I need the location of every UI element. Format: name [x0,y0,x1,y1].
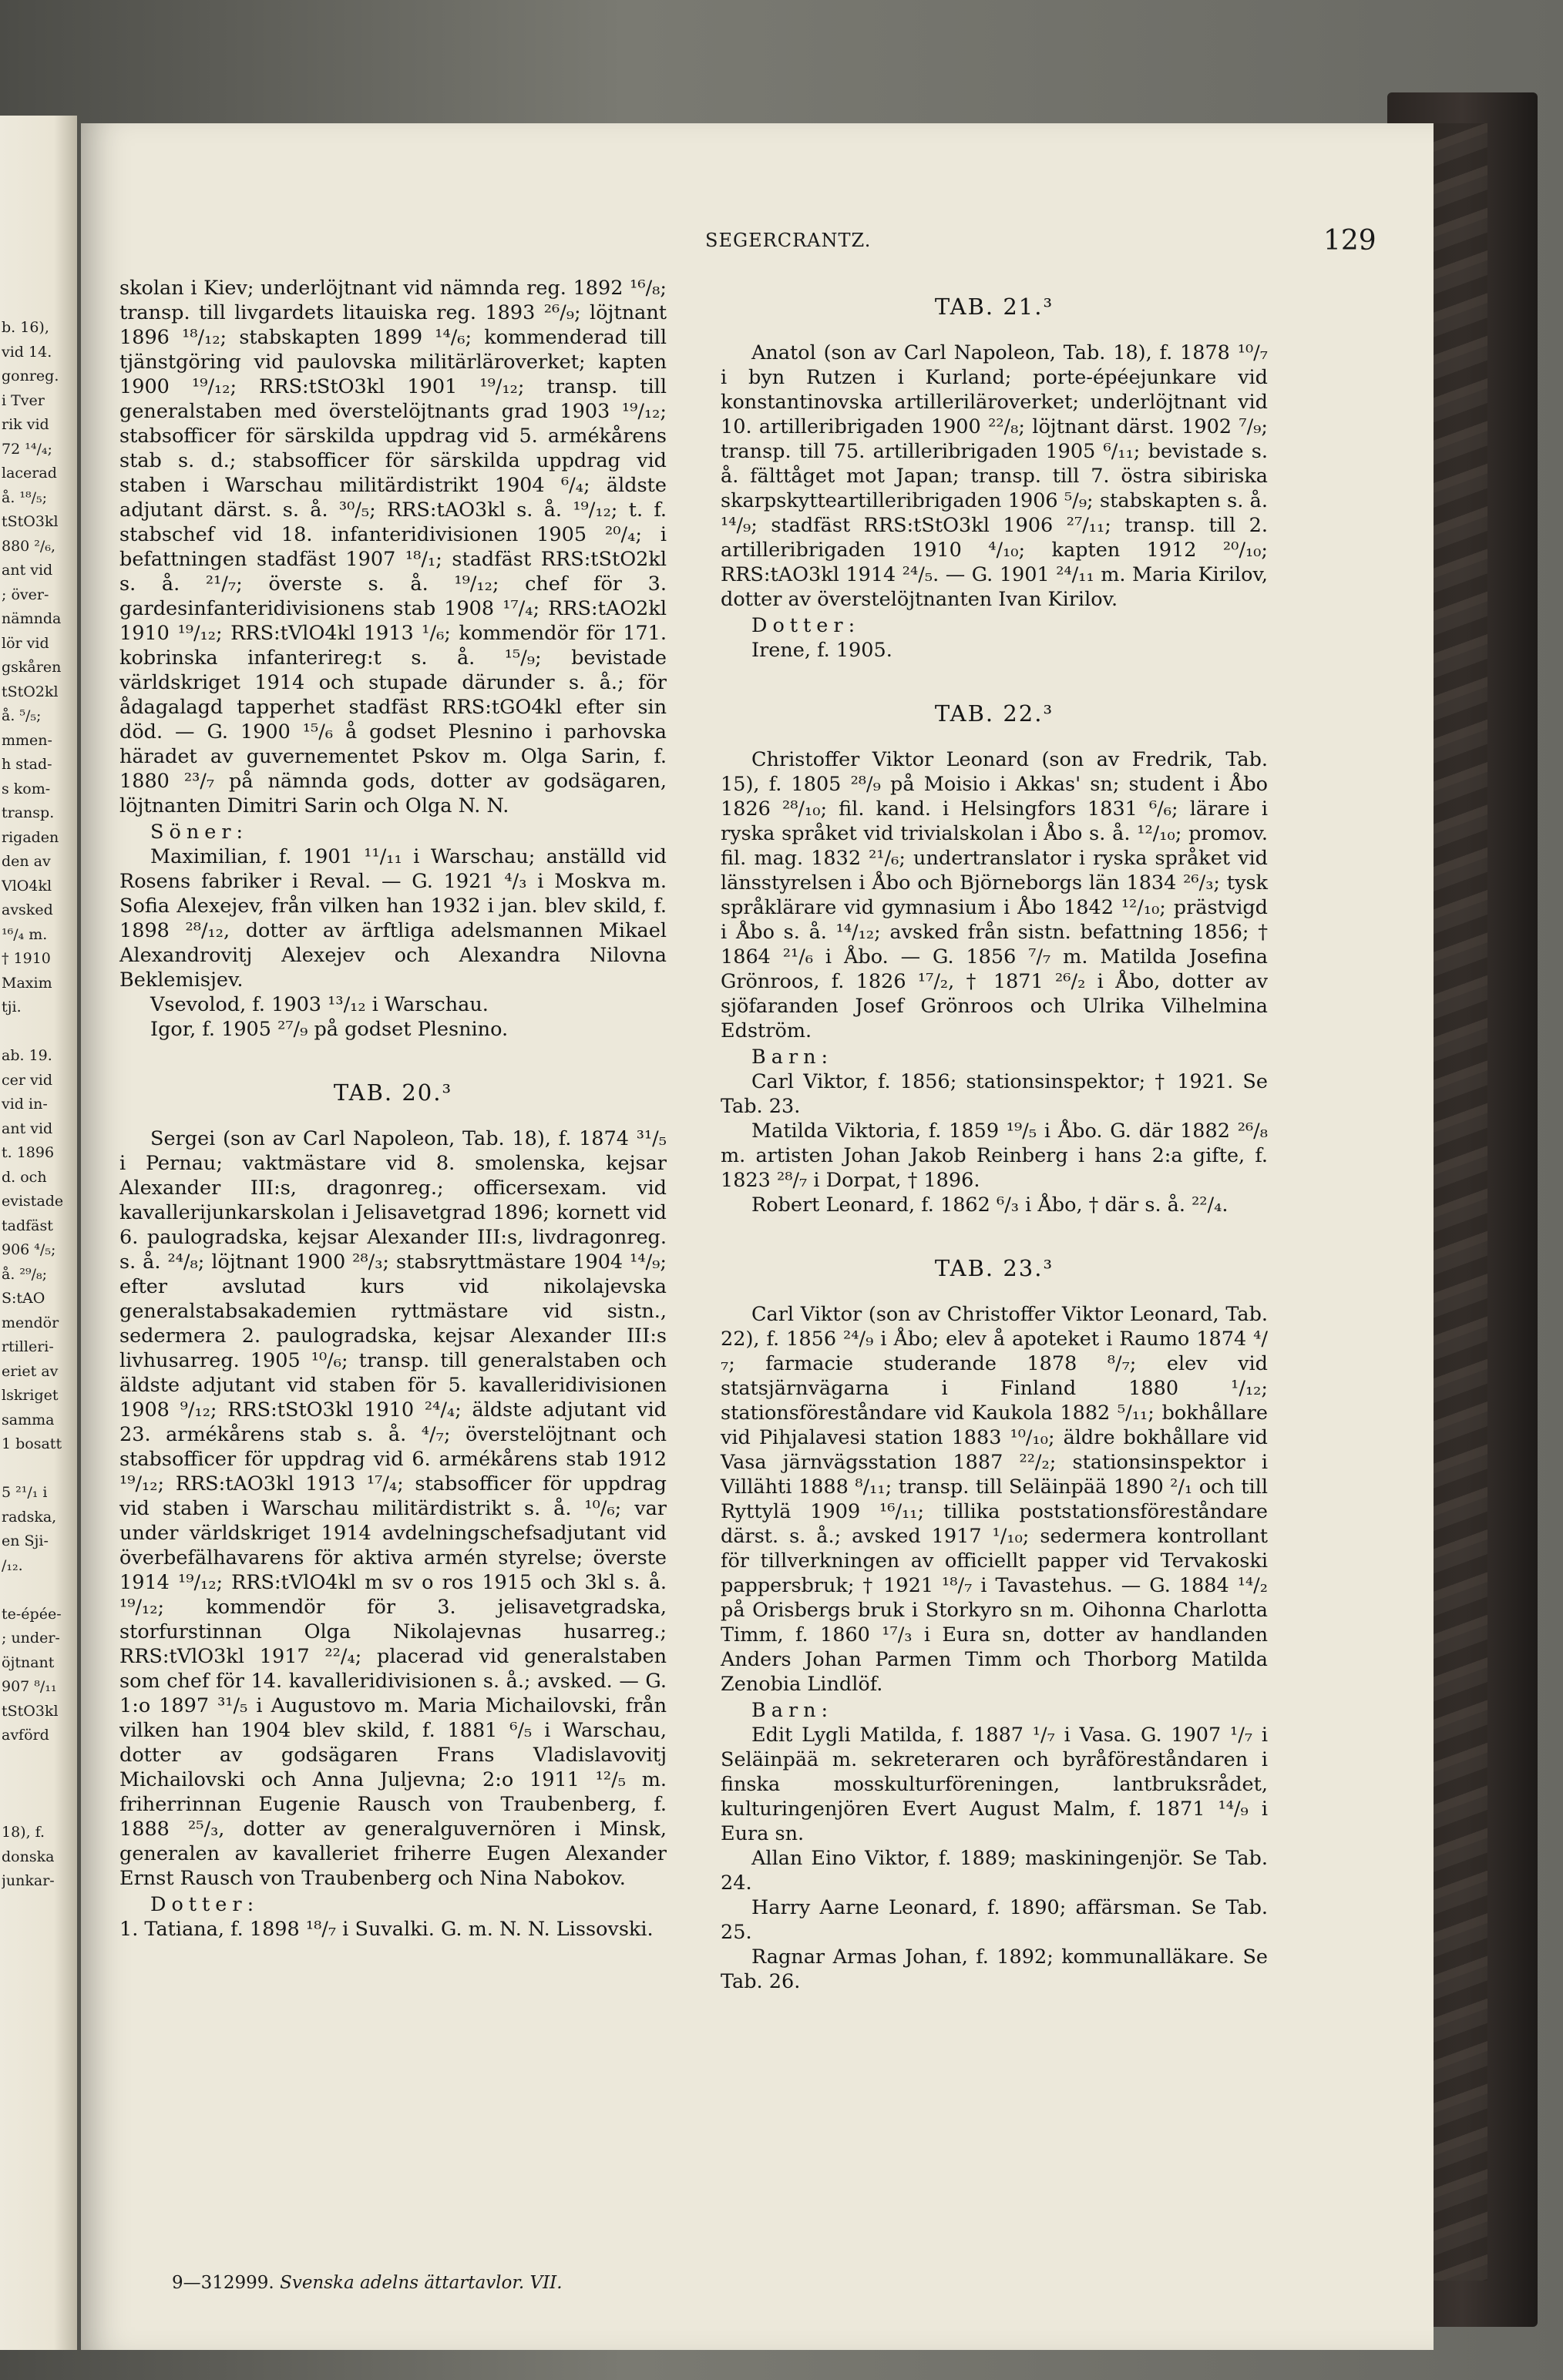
margin-fragment: † 1910 [2,950,51,967]
margin-fragment: h stad- [2,756,52,773]
child-entry: Igor, f. 1905 ²⁷/₉ på godset Plesnino. [150,1018,509,1041]
margin-fragment: 906 ⁴/₅; [2,1241,56,1258]
table-heading: TAB. 23.³ [934,1255,1054,1281]
margin-fragment: transp. [2,804,55,821]
margin-fragment: Maxim [2,974,52,992]
child-entry: 1. Tatiana, f. 1898 ¹⁸/₇ i Suvalki. G. m. N. N. Lissovski. [119,1918,654,1941]
margin-fragment: d. och [2,1168,47,1186]
margin-fragment: te-épée- [2,1605,62,1623]
page-footer [172,2273,563,2293]
margin-fragment: i Tver [2,391,45,409]
margin-fragment: tStO2kl [2,683,59,700]
margin-fragment: tStO3kl [2,1702,59,1720]
margin-fragment: tji. [2,999,22,1015]
table-heading: TAB. 20.³ [333,1079,453,1106]
margin-fragment: b. 16), [2,319,49,336]
margin-fragment: den av [2,853,51,870]
margin-fragment: tadfäst [2,1217,53,1234]
table-heading: TAB. 21.³ [934,294,1054,320]
section-label: Barn: [751,1699,834,1722]
margin-fragment: å. ²⁹/₈; [2,1265,48,1283]
paragraph: Carl Viktor (son av Christoffer Viktor Leonard, Tab. 22), f. 1856 ²⁴/₉ i Åbo; elev å apoteket i Raumo 1874 ⁴/₇; farmacie studerande 1878 ⁸/₇; elev vid statsjärnvägarna i Finland 1880 ¹/₁₂; stationsföreståndare vid Kaukola 1882 ⁵/₁₁; bokhållare vid Pihjalavesi station 1883 ¹⁰/₁₀; äldre bokhållare vid Vasa järnvägsstation 1887 ²²/₂; stationsinspektor i Villähti 1888 ⁸/₁₁; transp. till Seläinpää 1890 ²/₁ och till Ryttylä 1909 ¹⁶/₁₁; tillika poststationsföreståndare därst. s. å.; avsked 1917 ¹/₁₀; sedermera kontrollant för tillverkningen av officiellt papper vid Tervakoski pappersbruk; † 1921 ¹⁸/₇ i Tavastehus. — G. 1884 ¹⁴/₂ på Orisbergs bruk i Storkyro sn m. Oihonna Charlotta Timm, f. 1860 ¹⁷/₃ i Eura sn, dotter av handlanden Anders Johan Parmen Timm och Thorborg Matilda Zenobia Lindlöf. [721,1303,1268,1696]
right-column [721,294,1268,1994]
margin-fragment: S:tAO [2,1290,45,1307]
margin-fragment: lör vid [2,634,49,652]
margin-fragment: nämnda [2,610,62,627]
margin-fragment: VlO4kl [2,877,52,895]
margin-fragment: vid in- [2,1096,48,1113]
child-entry: Maximilian, f. 1901 ¹¹/₁₁ i Warschau; anställd vid Rosens fabriker i Reval. — G. 1921 ⁴/₃ i Moskva m. Sofia Alexejev, från vilken han 1932 i jan. blev skild, f. 1898 ²⁸/₁₂, dotter av ärftliga adelsmannen Mikael Alexandrovitj Alexejev och Alexandra Nilovna Beklemisjev. [119,845,667,992]
margin-fragment: å. ¹⁸/₅; [2,488,48,506]
section-label: Söner: [150,821,249,844]
margin-fragment: ab. 19. [2,1047,52,1064]
table-heading: TAB. 22.³ [934,700,1054,727]
margin-fragment: öjtnant [2,1653,55,1671]
margin-fragment: mmen- [2,731,52,749]
left-column [119,276,667,1942]
margin-fragment: 1 bosatt [2,1435,62,1452]
child-entry: Allan Eino Viktor, f. 1889; maskiningenjör. Se Tab. 24. [721,1847,1268,1895]
margin-fragment: tStO3kl [2,513,59,530]
margin-fragment: gskåren [2,659,62,676]
margin-fragment: samma [2,1411,55,1428]
paragraph: skolan i Kiev; underlöjtnant vid nämnda reg. 1892 ¹⁶/₈; transp. till livgardets litauiska reg. 1893 ²⁶/₉; löjtnant 1896 ¹⁸/₁₂; stabskapten 1899 ¹⁴/₆; kommenderad till tjänstgöring vid paulovska militärläroverket; kapten 1900 ¹⁹/₁₂; RRS:tStO3kl 1901 ¹⁹/₁₂; transp. till generalstaben med överstelöjtnants grad 1903 ¹⁹/₁₂; stabsofficer för särskilda uppdrag vid 5. armékårens stab s. d.; stabsofficer för särskilda uppdrag vid staben i Warschau militärdistrikt 1904 ⁶/₄; äldste adjutant därst. s. å. ³⁰/₅; RRS:tAO3kl s. å. ¹⁹/₁₂; t. f. stabschef vid 18. infanteridivisionen 1905 ²⁰/₄; i befattningen stadfäst 1907 ¹⁸/₁; stadfäst RRS:tStO2kl s. å. ²¹/₇; överste s. å. ¹⁹/₁₂; chef för 3. gardesinfanteridivisionens stab 1908 ¹⁷/₄; RRS:tAO2kl 1910 ¹⁹/₁₂; RRS:tVlO4kl 1913 ¹/₆; kommendör för 171. kobrinska infanterireg:t s. å. ¹⁵/₉; bevistade världskriget 1914 och stupade därunder s. å.; för ådagalagd tapperhet stadfäst RRS:tGO4kl efter sin död. — G. 1900 ¹⁵/₆ å godset Plesnino i parhovska häradet av guvernementet Pskov m. Olga Sarin, f. 1880 ²³/₇ på nämnda gods, dotter av godsägaren, löjtnanten Dimitri Sarin och Olga N. N. [119,277,667,817]
margin-fragment: mendör [2,1314,59,1331]
footer-title: Svenska adelns ättartavlor. VII. [280,2273,563,2293]
margin-fragment: rtilleri- [2,1338,54,1355]
running-head: SEGERCRANTZ. [705,230,872,251]
footer-signature: 9—312999. [172,2273,274,2293]
margin-fragment: s kom- [2,780,51,797]
child-entry: Ragnar Armas Johan, f. 1892; kommunalläkare. Se Tab. 26. [721,1945,1268,1993]
child-entry: Irene, f. 1905. [751,639,892,662]
margin-fragment: t. 1896 [2,1144,55,1161]
child-entry: Carl Viktor, f. 1856; stationsinspektor; † 1921. Se Tab. 23. [721,1070,1268,1118]
page-number: 129 [1323,225,1376,257]
margin-fragment: junkar- [2,1872,55,1889]
margin-fragment: ant vid [2,562,53,579]
margin-fragment: avsked [2,901,53,918]
margin-fragment: evistade [2,1193,64,1210]
margin-fragment: radska, [2,1508,57,1526]
section-label: Dotter: [751,614,861,637]
margin-fragment: ant vid [2,1120,53,1137]
paragraph: Anatol (son av Carl Napoleon, Tab. 18), f. 1878 ¹⁰/₇ i byn Rutzen i Kurland; porte-épéejunkare vid konstantinovska artilleriläroverket; underlöjtnant vid 10. artilleribrigaden 1900 ²²/₈; löjtnant därst. 1902 ⁷/₉; transp. till 75. artilleribrigaden 1905 ⁶/₁₁; bevistade s. å. fälttåget mot Japan; transp. till 7. östra sibiriska skarpskytteartilleribrigaden 1906 ⁵/₉; stabskapten s. å. ¹⁴/₉; stadfäst RRS:tStO3kl 1906 ²⁷/₁₁; transp. till 2. artilleribrigaden 1910 ⁴/₁₀; kapten 1912 ²⁰/₁₀; RRS:tAO3kl 1914 ²⁴/₅. — G. 1901 ²⁴/₁₁ m. Maria Kirilov, dotter av överstelöjtnanten Ivan Kirilov. [721,341,1268,611]
child-entry: Edit Lygli Matilda, f. 1887 ¹/₇ i Vasa. G. 1907 ¹/₇ i Seläinpää m. sekreteraren och byråföreståndaren i finska mosskulturföreningen, lantbruksrådet, kulturingenjören Evert August Malm, f. 1871 ¹⁴/₉ i Eura sn. [721,1724,1268,1845]
margin-fragment: ; över- [2,586,49,603]
margin-fragment: cer vid [2,1071,52,1089]
margin-fragment: lskriget [2,1387,59,1404]
margin-fragment: eriet av [2,1362,59,1380]
paragraph: Sergei (son av Carl Napoleon, Tab. 18), f. 1874 ³¹/₅ i Pernau; vaktmästare vid 8. smolenska, kejsar Alexander III:s, dragonreg.; officersexam. vid kavallerijunkarskolan i Jelisavetgrad 1896; kornett vid 6. paulogradska, kejsar Alexander III:s, livdragonreg. s. å. ²⁴/₈; löjtnant 1900 ²⁸/₃; stabsryttmästare 1904 ¹⁴/₉; efter avslutad kurs vid nikolajevska generalstabsakademien ryttmästare vid sistn., sedermera 2. paulogradska, kejsar Alexander III:s livhusarreg. 1905 ¹⁰/₆; transp. till generalstaben och äldste adjutant vid staben för 5. kavalleridivisionen 1908 ⁹/₁₂; RRS:tStO3kl 1910 ²⁴/₄; äldste adjutant vid 23. armékårens stab s. å. ⁴/₇; överstelöjtnant och stabsofficer för uppdrag vid 6. armékårens stab 1912 ¹⁹/₁₂; RRS:tAO3kl 1913 ¹⁷/₄; stabsofficer för uppdrag vid staben i Warschau militärdistrikt s. å. ¹⁰/₆; var under världskriget 1914 avdelningschefsadjutant vid överbefälhavarens för aktiva armén styrelse; överste 1914 ¹⁹/₁₂; RRS:tVlO4kl m sv o ros 1915 och 3kl s. å. ¹⁹/₁₂; kommendör för 3. jelisavetgradska, storfurstinnan Olga Nikolajevnas husarreg.; RRS:tVlO3kl 1917 ²²/₄; placerad vid generalstaben som chef för 14. kavalleridivisionen s. å.; avsked. — G. 1:o 1897 ³¹/₅ i Augustovo m. Maria Michailovski, från vilken han 1904 blev skild, f. 1881 ⁶/₅ i Warschau, dotter av godsägaren Frans Vladislavovitj Michailovski och Anna Juljevna; 2:o 1911 ¹²/₅ m. friherrinnan Eugenie Rausch von Traubenberg, f. 1888 ²⁵/₃, dotter av generalguvernören i Minsk, generalen av kavalleriet friherre Eugen Alexander Ernst Rausch von Traubenberg och Nina Nabokov. [119,1127,667,1890]
margin-fragment: 907 ⁸/₁₁ [2,1678,57,1695]
child-entry: Harry Aarne Leonard, f. 1890; affärsman. Se Tab. 25. [721,1896,1268,1944]
margin-fragment: avförd [2,1727,49,1744]
margin-fragment: 5 ²¹/₁ i [2,1484,48,1501]
margin-fragment: å. ⁵/₅; [2,707,42,724]
margin-fragment: 72 ¹⁴/₄; [2,440,52,458]
book-page [81,123,1434,2350]
section-label: Dotter: [150,1893,260,1916]
margin-fragment: en Sji- [2,1532,49,1549]
child-entry: Matilda Viktoria, f. 1859 ¹⁹/₅ i Åbo. G. där 1882 ²⁶/₈ m. artisten Johan Jakob Reinberg i hans 2:a gifte, f. 1823 ²⁸/₇ i Dorpat, † 1896. [721,1120,1268,1192]
section-label: Barn: [751,1046,834,1069]
previous-page-fragment [0,116,77,2350]
margin-fragment: lacerad [2,465,57,482]
margin-fragment: ¹⁶/₄ m. [2,925,48,943]
child-entry: Robert Leonard, f. 1862 ⁶/₃ i Åbo, † där s. å. ²²/₄. [751,1193,1229,1217]
margin-fragment: ; under- [2,1630,60,1647]
margin-fragment: vid 14. [2,343,52,361]
paragraph: Christoffer Viktor Leonard (son av Fredrik, Tab. 15), f. 1805 ²⁸/₉ på Moisio i Akkas' sn; student i Åbo 1826 ²⁸/₁₀; fil. kand. i Helsingfors 1831 ⁶/₆; lärare i ryska språket vid trivialskolan i Åbo s. å. ¹²/₁₀; promov. fil. mag. 1832 ²¹/₆; undertranslator i ryska språket vid länsstyrelsen i Åbo och Björneborgs län 1834 ²⁶/₃; tysk språklärare vid gymnasium i Åbo 1842 ¹²/₁₀; prästvigd i Åbo s. å. ¹⁴/₁₂; avsked från sistn. befattning 1856; † 1864 ²¹/₆ i Åbo. — G. 1856 ⁷/₇ m. Matilda Josefina Grönroos, f. 1826 ¹⁷/₂, † 1871 ²⁶/₂ i Åbo, dotter av sjöfaranden Josef Grönroos och Ulrika Vilhelmina Edström. [721,748,1268,1042]
margin-fragment: rigaden [2,828,59,846]
margin-fragment: /₁₂. [2,1556,23,1574]
margin-fragment: rik vid [2,416,49,433]
margin-fragment: donska [2,1848,55,1865]
margin-fragment: gonreg. [2,368,59,384]
margin-fragment: 18), f. [2,1824,45,1841]
child-entry: Vsevolod, f. 1903 ¹³/₁₂ i Warschau. [150,993,489,1016]
margin-fragment: 880 ²/₆, [2,537,55,555]
